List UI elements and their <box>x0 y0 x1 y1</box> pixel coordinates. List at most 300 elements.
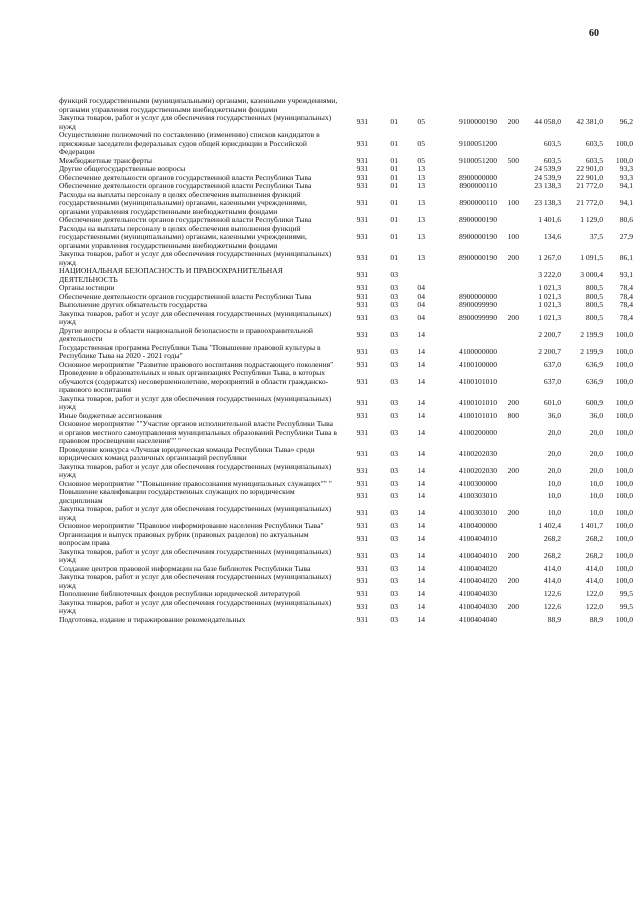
row-actual-amount: 2 199,9 <box>580 346 603 356</box>
row-expense-type <box>497 131 519 157</box>
row-ved-code: 931 <box>356 550 368 560</box>
row-actual-amount: 268,2 <box>585 533 603 543</box>
row-subsection-code: 14 <box>417 346 425 356</box>
row-ved-code: 931 <box>356 291 368 301</box>
row-target-article: 8900000190 <box>459 232 497 241</box>
row-subsection-code: 14 <box>417 508 425 518</box>
row-section-code: 03 <box>390 410 398 420</box>
row-ved-code: 931 <box>356 410 368 420</box>
row-name: Основное мероприятие ""Повышение правосознания муниципальных служащих"" " <box>59 478 332 488</box>
row-section-code: 03 <box>390 465 398 475</box>
row-subsection-code: 13 <box>417 253 425 263</box>
row-actual-amount: 21 772,0 <box>576 198 603 207</box>
table-row <box>59 531 633 548</box>
row-actual-amount: 1 129,0 <box>580 215 603 224</box>
row-subsection-code: 05 <box>417 117 425 127</box>
row-planned-amount: 24 539,9 <box>534 164 561 173</box>
row-planned-amount: 1 021,3 <box>538 300 561 309</box>
row-subsection-code: 05 <box>417 138 425 148</box>
row-actual-amount: 268,2 <box>585 550 603 560</box>
row-expense-type <box>497 565 519 574</box>
row-subsection-code: 14 <box>417 376 425 386</box>
row-actual-amount: 20,0 <box>589 465 603 475</box>
row-section-code: 01 <box>390 253 398 263</box>
row-expense-type: 100 <box>507 198 519 207</box>
row-section-code: 01 <box>390 198 398 207</box>
row-ved-code: 931 <box>356 533 368 543</box>
row-section-code: 03 <box>390 312 398 322</box>
row-execution-percent: 78,4 <box>619 283 633 292</box>
row-target-article: 4100404010 <box>459 533 497 543</box>
row-actual-amount: 800,5 <box>585 283 603 292</box>
row-actual-amount: 22 901,0 <box>576 164 603 173</box>
row-subsection-code: 14 <box>417 448 425 458</box>
table-row <box>59 548 633 565</box>
row-name: Закупка товаров, работ и услуг для обеспечения государственных (муниципальных) нужд <box>59 308 332 326</box>
row-ved-code: 931 <box>356 300 368 309</box>
row-subsection-code <box>398 267 425 284</box>
row-subsection-code: 14 <box>417 465 425 475</box>
row-execution-percent: 100,0 <box>615 329 633 339</box>
row-planned-amount: 268,2 <box>543 533 561 543</box>
row-execution-percent: 93,3 <box>619 172 633 182</box>
row-name: Закупка товаров, работ и услуг для обеспечения государственных (муниципальных) нужд <box>59 572 332 590</box>
row-target-article: 4100400000 <box>459 521 497 530</box>
row-planned-amount: 20,0 <box>547 448 561 458</box>
table-row <box>59 250 633 267</box>
row-execution-percent: 100,0 <box>615 614 633 624</box>
row-subsection-code: 13 <box>417 181 425 190</box>
row-name: Организация и выпуск правовых рубрик (правовых разделов) по актуальным вопросам права <box>59 529 309 547</box>
row-section-code: 03 <box>390 589 398 598</box>
row-name: Другие общегосударственные вопросы <box>59 164 186 173</box>
row-ved-code: 931 <box>356 164 368 173</box>
row-name: Проведение конкурса «Лучшая юридическая команда Республики Тыва» среди юридических команд различных организаций республики <box>59 444 315 462</box>
row-ved-code: 931 <box>356 359 368 369</box>
row-actual-amount: 42 381,0 <box>576 117 603 127</box>
row-execution-percent: 100,0 <box>615 427 633 437</box>
row-expense-type <box>497 446 519 463</box>
row-target-article: 4100404020 <box>459 563 497 573</box>
row-name: Закупка товаров, работ и услуг для обеспечения государственных (муниципальных) нужд <box>59 393 332 411</box>
row-target-article: 8900000000 <box>459 172 497 182</box>
table-row <box>59 310 633 327</box>
table-row <box>59 369 633 395</box>
row-actual-amount: 800,5 <box>585 312 603 322</box>
row-subsection-code: 04 <box>417 291 425 301</box>
row-target-article: 4100404010 <box>459 550 497 560</box>
table-row <box>59 505 633 522</box>
row-execution-percent: 99,5 <box>619 601 633 611</box>
row-expense-type: 200 <box>507 312 519 322</box>
row-expense-type <box>497 97 519 114</box>
row-planned-amount: 24 539,9 <box>534 172 561 182</box>
row-section-code: 03 <box>390 329 398 339</box>
row-subsection-code: 14 <box>417 601 425 611</box>
row-planned-amount: 637,0 <box>543 359 561 369</box>
row-execution-percent: 100,0 <box>615 533 633 543</box>
row-expense-type <box>497 327 519 344</box>
row-target-article: 4100202030 <box>459 465 497 475</box>
table-row <box>59 463 633 480</box>
row-subsection-code: 14 <box>417 576 425 586</box>
row-name: Подготовка, издание и тиражирование рекомендательных <box>59 614 246 624</box>
row-name: Закупка товаров, работ и услуг для обеспечения государственных (муниципальных) нужд <box>59 546 332 564</box>
row-ved-code: 931 <box>356 346 368 356</box>
row-subsection-code: 14 <box>417 427 425 437</box>
row-target-article: 8900000110 <box>459 198 497 207</box>
row-actual-amount: 636,9 <box>585 359 603 369</box>
row-target-article <box>425 267 497 284</box>
row-name: Выполнение других обязательств государства <box>59 300 208 309</box>
row-target-article: 4100202030 <box>459 448 497 458</box>
table-row <box>59 420 633 446</box>
row-expense-type: 200 <box>507 576 519 586</box>
row-expense-type <box>497 344 519 361</box>
row-execution-percent: 100,0 <box>615 155 633 165</box>
row-planned-amount: 414,0 <box>543 563 561 573</box>
row-planned-amount: 88,9 <box>547 614 561 624</box>
row-ved-code: 931 <box>356 427 368 437</box>
row-ved-code: 931 <box>356 601 368 611</box>
row-planned-amount <box>519 97 561 114</box>
row-actual-amount: 2 199,9 <box>580 329 603 339</box>
row-subsection-code: 14 <box>417 410 425 420</box>
row-actual-amount: 800,5 <box>585 300 603 309</box>
row-planned-amount: 1 021,3 <box>538 291 561 301</box>
row-target-article: 8900000110 <box>459 181 497 190</box>
table-row <box>59 599 633 616</box>
row-target-article: 4100101010 <box>459 376 497 386</box>
row-planned-amount: 122,6 <box>543 589 561 598</box>
row-execution-percent: 96,2 <box>619 117 633 127</box>
row-name: Обеспечение деятельности органов государственной власти Республики Тыва <box>59 172 312 182</box>
row-execution-percent: 100,0 <box>615 563 633 573</box>
row-expense-type: 200 <box>507 117 519 127</box>
row-section-code: 03 <box>390 291 398 301</box>
row-planned-amount: 603,5 <box>543 155 561 165</box>
row-ved-code: 931 <box>356 117 368 127</box>
row-ved-code: 931 <box>356 270 368 280</box>
row-subsection-code: 14 <box>417 521 425 530</box>
row-section-code: 03 <box>390 576 398 586</box>
row-expense-type <box>497 420 519 446</box>
row-ved-code: 931 <box>356 397 368 407</box>
row-section-code: 03 <box>390 427 398 437</box>
row-ved-code: 931 <box>356 614 368 624</box>
row-section-code: 01 <box>390 155 398 165</box>
row-execution-percent: 100,0 <box>615 491 633 501</box>
row-planned-amount: 10,0 <box>547 478 561 488</box>
row-subsection-code: 05 <box>417 155 425 165</box>
row-name: Обеспечение деятельности органов государственной власти Республики Тыва <box>59 215 312 224</box>
row-name: Основное мероприятие "Развитие правового воспитания подрастающего поколения" <box>59 359 334 369</box>
row-target-article: 4100404040 <box>459 614 497 624</box>
row-actual-amount: 414,0 <box>585 576 603 586</box>
row-execution-percent: 100,0 <box>615 576 633 586</box>
row-expense-type <box>497 522 519 531</box>
table-row <box>59 97 633 114</box>
row-planned-amount: 268,2 <box>543 550 561 560</box>
row-expense-type: 800 <box>507 410 519 420</box>
row-ved-code: 931 <box>356 253 368 263</box>
row-expense-type <box>497 174 519 183</box>
row-actual-amount: 37,5 <box>589 232 603 241</box>
row-planned-amount: 20,0 <box>547 427 561 437</box>
row-execution-percent: 78,4 <box>619 300 633 309</box>
row-name: Осуществление полномочий по составлению (изменению) списков кандидатов в присяжные заседатели федеральных судов общей юрисдикции в Российской Федерации <box>59 130 320 156</box>
row-actual-amount: 800,5 <box>585 291 603 301</box>
row-execution-percent: 78,4 <box>619 312 633 322</box>
row-execution-percent: 78,4 <box>619 291 633 301</box>
row-section-code: 01 <box>390 117 398 127</box>
row-actual-amount: 1 401,7 <box>580 521 603 530</box>
row-subsection-code: 14 <box>417 563 425 573</box>
table-row <box>59 225 633 251</box>
row-section-code <box>368 97 398 114</box>
row-target-article: 4100404030 <box>459 589 497 598</box>
row-actual-amount: 88,9 <box>589 614 603 624</box>
row-target-article: 4100404020 <box>459 576 497 586</box>
row-subsection-code: 14 <box>417 589 425 598</box>
row-name: НАЦИОНАЛЬНАЯ БЕЗОПАСНОСТЬ И ПРАВООХРАНИТЕЛЬНАЯ ДЕЯТЕЛЬНОСТЬ <box>59 266 283 284</box>
row-execution-percent <box>603 97 633 114</box>
row-section-code: 03 <box>390 300 398 309</box>
table-row <box>59 344 633 361</box>
row-ved-code: 931 <box>356 155 368 165</box>
row-planned-amount: 603,5 <box>543 138 561 148</box>
row-target-article: 4100200000 <box>459 427 497 437</box>
row-name: Государственная программа Республики Тыва "Повышение правовой культуры в Республике Тыва на 2020 - 2021 годы" <box>59 342 321 360</box>
row-execution-percent: 100,0 <box>615 397 633 407</box>
row-planned-amount: 10,0 <box>547 508 561 518</box>
row-ved-code: 931 <box>356 376 368 386</box>
row-section-code: 03 <box>390 359 398 369</box>
row-actual-amount: 20,0 <box>589 427 603 437</box>
table-row <box>59 267 633 284</box>
row-execution-percent: 100,0 <box>615 550 633 560</box>
row-planned-amount: 44 058,0 <box>534 117 561 127</box>
row-ved-code <box>338 97 368 114</box>
row-ved-code: 931 <box>356 138 368 148</box>
row-actual-amount: 122,0 <box>585 601 603 611</box>
row-planned-amount: 2 200,7 <box>538 346 561 356</box>
row-ved-code: 931 <box>356 312 368 322</box>
row-section-code: 03 <box>390 533 398 543</box>
row-subsection-code: 13 <box>417 164 425 173</box>
row-section-code: 03 <box>390 397 398 407</box>
row-name: Обеспечение деятельности органов государственной власти Республики Тыва <box>59 291 312 301</box>
row-execution-percent: 99,5 <box>619 589 633 598</box>
row-section-code: 03 <box>390 508 398 518</box>
row-ved-code: 931 <box>356 283 368 292</box>
row-subsection-code: 14 <box>417 359 425 369</box>
row-planned-amount: 1 021,3 <box>538 312 561 322</box>
row-name: Пополнение библиотечных фондов республики юридической литературой <box>59 589 301 598</box>
page-number: 60 <box>589 28 599 39</box>
row-name: Закупка товаров, работ и услуг для обеспечения государственных (муниципальных) нужд <box>59 461 332 479</box>
row-planned-amount: 20,0 <box>547 465 561 475</box>
row-ved-code: 931 <box>356 215 368 224</box>
row-ved-code: 931 <box>356 563 368 573</box>
row-subsection-code: 04 <box>417 300 425 309</box>
table-row <box>59 395 633 412</box>
row-name: Основное мероприятие ""Участие органов исполнительной власти Республики Тыва и органов местного самоуправления муниципальных образований Республики Тыва в правовом просвещении населения"" " <box>59 419 337 445</box>
row-subsection-code: 14 <box>417 478 425 488</box>
row-name: Создание центров правовой информации на базе библиотек Республики Тыва <box>59 563 311 573</box>
row-section-code: 03 <box>390 601 398 611</box>
row-target-article: 4100101010 <box>459 397 497 407</box>
row-planned-amount: 1 402,4 <box>538 521 561 530</box>
row-planned-amount: 36,0 <box>547 410 561 420</box>
row-subsection-code: 13 <box>417 198 425 207</box>
row-section-code: 01 <box>390 181 398 190</box>
row-planned-amount: 23 138,3 <box>534 181 561 190</box>
budget-table <box>59 97 633 624</box>
row-target-article: 4100303010 <box>459 491 497 501</box>
row-target-article: 8900000190 <box>459 215 497 224</box>
row-section-code: 01 <box>390 164 398 173</box>
row-subsection-code: 14 <box>417 550 425 560</box>
row-execution-percent: 100,0 <box>615 138 633 148</box>
row-execution-percent: 100,0 <box>615 465 633 475</box>
row-actual-amount: 122,0 <box>585 589 603 598</box>
row-target-article <box>425 97 497 114</box>
table-row <box>59 327 633 344</box>
row-target-article: 4100000000 <box>459 346 497 356</box>
row-target-article: 4100303010 <box>459 508 497 518</box>
row-expense-type <box>497 369 519 395</box>
row-ved-code: 931 <box>356 478 368 488</box>
row-actual-amount: 3 000,4 <box>580 270 603 280</box>
row-ved-code: 931 <box>356 576 368 586</box>
row-actual-amount: 636,9 <box>585 376 603 386</box>
row-expense-type <box>497 301 519 310</box>
row-section-code: 03 <box>390 376 398 386</box>
row-ved-code: 931 <box>356 448 368 458</box>
row-ved-code: 931 <box>356 181 368 190</box>
row-actual-amount: 600,9 <box>585 397 603 407</box>
row-execution-percent: 100,0 <box>615 508 633 518</box>
row-expense-type: 200 <box>507 465 519 475</box>
row-planned-amount: 601,0 <box>543 397 561 407</box>
row-ved-code: 931 <box>356 521 368 530</box>
row-subsection-code: 04 <box>417 283 425 292</box>
row-name: Иные бюджетные ассигнования <box>59 410 162 420</box>
table-row <box>59 114 633 131</box>
row-section-code: 01 <box>390 232 398 241</box>
row-target-article: 9100051200 <box>459 155 497 165</box>
row-actual-amount: 603,5 <box>585 138 603 148</box>
row-section-code: 03 <box>390 283 398 292</box>
row-ved-code: 931 <box>356 329 368 339</box>
row-actual-amount <box>561 97 603 114</box>
table-row <box>59 573 633 590</box>
row-expense-type <box>497 165 519 174</box>
row-planned-amount: 1 021,3 <box>538 283 561 292</box>
row-planned-amount: 23 138,3 <box>534 198 561 207</box>
row-name: Расходы на выплаты персоналу в целях обеспечения выполнения функций государственными (муниципальными) органами, казенными учреждениями, органами управления государственными внебюджетными фондами <box>59 189 307 216</box>
row-ved-code: 931 <box>356 491 368 501</box>
row-execution-percent: 94,1 <box>619 181 633 190</box>
row-subsection-code: 13 <box>417 232 425 241</box>
row-expense-type <box>497 267 519 284</box>
row-target-article: 9100000190 <box>459 117 497 127</box>
row-target-article: 4100300000 <box>459 478 497 488</box>
row-subsection-code: 13 <box>417 215 425 224</box>
row-execution-percent: 93,1 <box>619 270 633 280</box>
row-ved-code: 931 <box>356 198 368 207</box>
row-subsection-code: 04 <box>417 312 425 322</box>
row-name: Расходы на выплаты персоналу в целях обеспечения выполнения функций государственными (муниципальными) органами, казенными учреждениями, органами управления государственными внебюджетными фондами <box>59 223 307 250</box>
row-planned-amount: 637,0 <box>543 376 561 386</box>
row-ved-code: 931 <box>356 172 368 182</box>
row-execution-percent: 100,0 <box>615 521 633 530</box>
row-execution-percent: 27,9 <box>619 232 633 241</box>
row-actual-amount: 20,0 <box>589 448 603 458</box>
row-section-code: 03 <box>390 550 398 560</box>
row-subsection-code: 13 <box>417 172 425 182</box>
row-expense-type: 100 <box>507 232 519 241</box>
row-section-code: 01 <box>390 138 398 148</box>
row-planned-amount: 1 267,0 <box>538 253 561 263</box>
row-expense-type <box>497 616 519 625</box>
row-subsection-code: 14 <box>417 533 425 543</box>
row-name: Органы юстиции <box>59 283 115 292</box>
row-expense-type: 200 <box>507 397 519 407</box>
row-section-code: 03 <box>390 270 398 280</box>
row-subsection-code <box>398 97 425 114</box>
row-ved-code: 931 <box>356 465 368 475</box>
row-actual-amount: 10,0 <box>589 508 603 518</box>
row-expense-type <box>497 488 519 505</box>
row-target-article: 8900000190 <box>459 253 497 263</box>
row-planned-amount: 10,0 <box>547 491 561 501</box>
row-name: Межбюджетные трансферты <box>59 155 152 165</box>
row-actual-amount: 414,0 <box>585 563 603 573</box>
row-subsection-code: 14 <box>417 614 425 624</box>
row-target-article <box>425 327 497 344</box>
row-expense-type <box>497 182 519 191</box>
row-execution-percent: 93,3 <box>619 164 633 173</box>
row-planned-amount: 1 401,6 <box>538 215 561 224</box>
row-expense-type <box>497 531 519 548</box>
row-section-code: 03 <box>390 614 398 624</box>
row-actual-amount: 36,0 <box>589 410 603 420</box>
table-row <box>59 191 633 217</box>
row-name: Закупка товаров, работ и услуг для обеспечения государственных (муниципальных) нужд <box>59 597 332 615</box>
row-execution-percent: 100,0 <box>615 410 633 420</box>
row-actual-amount: 10,0 <box>589 478 603 488</box>
row-execution-percent: 100,0 <box>615 346 633 356</box>
row-execution-percent: 100,0 <box>615 376 633 386</box>
row-section-code: 01 <box>390 172 398 182</box>
row-subsection-code: 14 <box>417 397 425 407</box>
row-planned-amount: 2 200,7 <box>538 329 561 339</box>
row-planned-amount: 3 222,0 <box>538 270 561 280</box>
row-expense-type <box>497 590 519 599</box>
row-target-article: 8900099990 <box>459 312 497 322</box>
row-ved-code: 931 <box>356 232 368 241</box>
row-execution-percent: 100,0 <box>615 478 633 488</box>
row-expense-type <box>497 293 519 302</box>
row-expense-type <box>497 216 519 225</box>
row-expense-type: 200 <box>507 508 519 518</box>
row-section-code: 03 <box>390 491 398 501</box>
row-expense-type <box>497 480 519 489</box>
table-row <box>59 488 633 505</box>
row-execution-percent: 100,0 <box>615 448 633 458</box>
